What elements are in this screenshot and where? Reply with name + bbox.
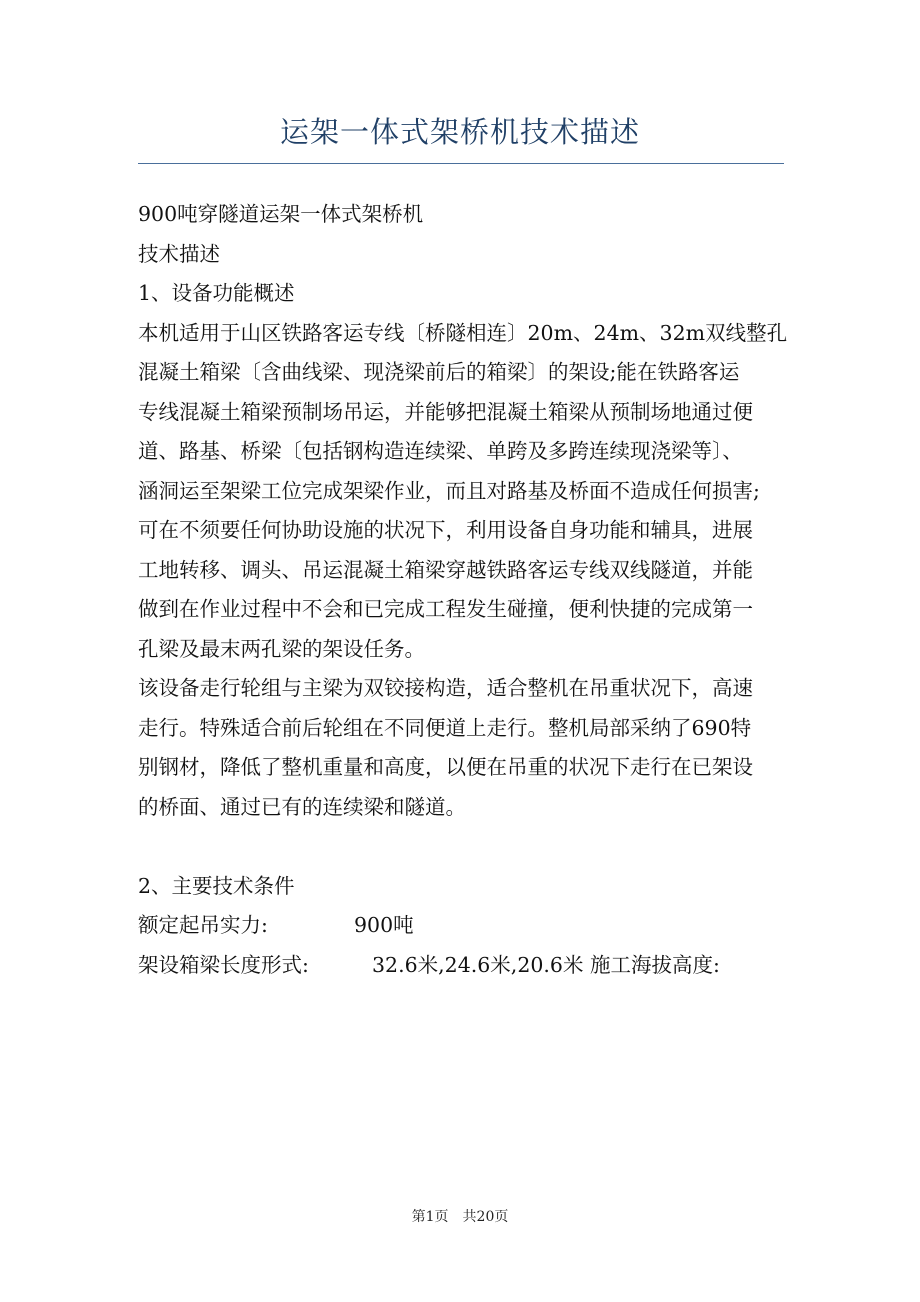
- paragraph-line: 涵洞运至架梁工位完成架梁作业，而且对路基及桥面不造成任何损害;: [138, 478, 760, 503]
- page-footer: 第1页 共20页: [411, 1209, 509, 1225]
- spec-value: 32.6米,24.6米,20.6米 施工海拔高度:: [372, 952, 720, 977]
- paragraph-line: 别钢材，降低了整机重量和高度，以便在吊重的状况下走行在已架设: [138, 755, 753, 779]
- paragraph-line: 走行。特殊适合前后轮组在不同便道上走行。整机局部采纳了690特: [138, 715, 752, 740]
- paragraph-line: 混凝土箱梁〔含曲线梁、现浇梁前后的箱梁〕的架设;能在铁路客运: [138, 360, 740, 384]
- paragraph-line: 的桥面、通过已有的连续梁和隧道。: [138, 794, 466, 819]
- paragraph-line: 本机适用于山区铁路客运专线〔桥隧相连〕20m、24m、32m双线整孔: [138, 320, 788, 345]
- spec-lifting-capacity: [138, 906, 798, 946]
- paragraph-line: 专线混凝土箱梁预制场吊运，并能够把混凝土箱梁从预制场地通过便: [138, 399, 753, 424]
- paragraph-line: 孔梁及最末两孔梁的架设任务。: [138, 636, 425, 661]
- paragraph-line: 该设备走行轮组与主梁为双铰接构造，适合整机在吊重状况下，高速: [138, 676, 753, 700]
- paragraph-line: 可在不须要任何协助设施的状况下，利用设备自身功能和辅具，进展: [138, 518, 753, 542]
- spec-label: 架设箱梁长度形式:: [138, 952, 309, 977]
- spec-label: 额定起吊实力:: [138, 913, 268, 937]
- paragraph-spacer: [138, 827, 798, 867]
- title-divider: [138, 163, 784, 164]
- spec-beam-length: [138, 946, 798, 986]
- spec-value: 900吨: [354, 913, 414, 937]
- section-2-title: 2、主要技术条件: [138, 873, 295, 898]
- description-heading: 技术描述: [138, 241, 220, 266]
- paragraph-line: 做到在作业过程中不会和已完成工程发生碰撞，便利快捷的完成第一: [138, 597, 753, 621]
- paragraph-line: 工地转移、调头、吊运混凝土箱梁穿越铁路客运专线双线隧道，并能: [138, 557, 753, 582]
- machine-heading: 900吨穿隧道运架一体式架桥机: [138, 202, 424, 226]
- document-title: 运架一体式架桥机技术描述: [279, 115, 640, 149]
- paragraph-line: 道、路基、桥梁〔包括钢构造连续梁、单跨及多跨连续现浇梁等〕、: [138, 439, 743, 463]
- document-body: [138, 195, 798, 985]
- section-1-title: 1、设备功能概述: [138, 281, 295, 305]
